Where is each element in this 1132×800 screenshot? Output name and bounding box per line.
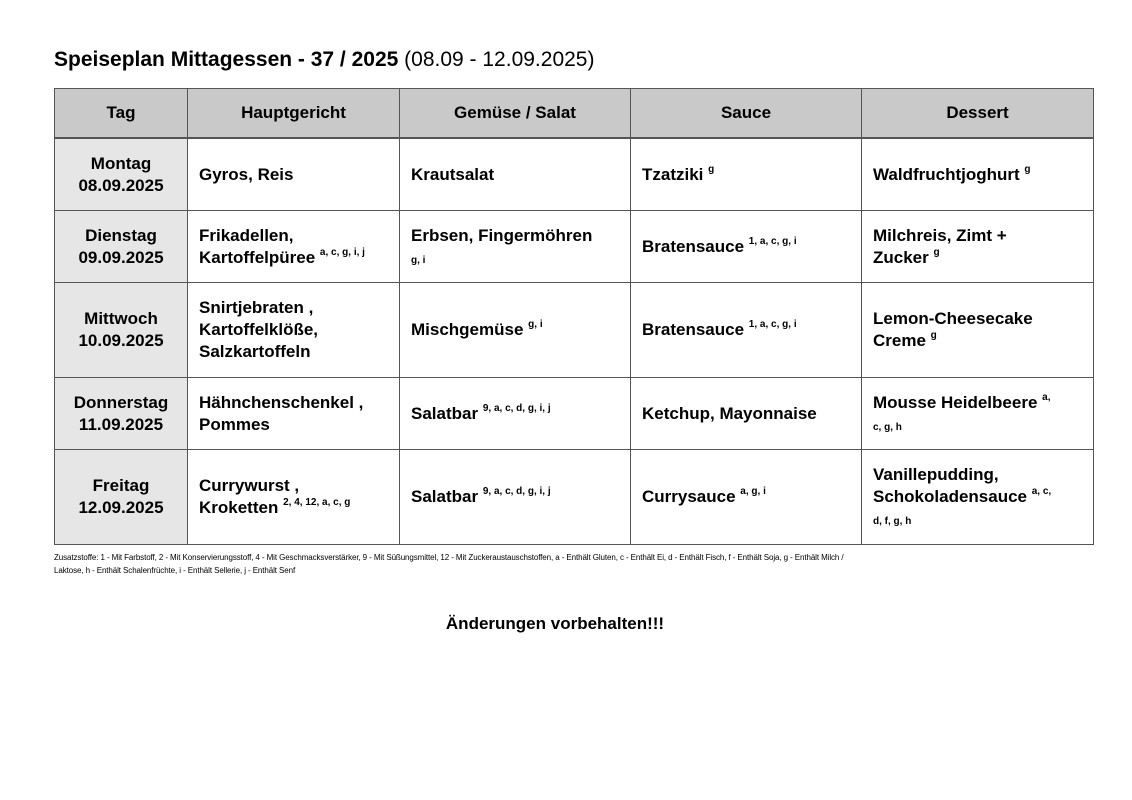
table-row bbox=[55, 378, 1094, 450]
main-dish-cell bbox=[188, 450, 400, 545]
dessert-line2: Zucker bbox=[873, 247, 929, 267]
main-dish-cell bbox=[188, 378, 400, 450]
sauce-text: Bratensauce bbox=[642, 236, 745, 256]
day-cell bbox=[55, 211, 188, 283]
allergen-codes: a, bbox=[1042, 391, 1051, 403]
sauce-text: Ketchup, Mayonnaise bbox=[642, 403, 817, 423]
sauce-cell bbox=[631, 378, 862, 450]
dessert-cell bbox=[862, 211, 1094, 283]
allergen-codes: a, g, i bbox=[740, 486, 766, 498]
veg-text: Erbsen, Fingermöhren bbox=[411, 225, 593, 245]
day-date: 10.09.2025 bbox=[78, 331, 164, 350]
main-dish-line2: Pommes bbox=[199, 414, 270, 434]
dessert-cell bbox=[862, 138, 1094, 211]
sauce-cell bbox=[631, 283, 862, 378]
allergen-codes: g, i bbox=[411, 254, 426, 266]
sauce-text: Currysauce bbox=[642, 487, 736, 506]
allergen-codes: g bbox=[1024, 163, 1031, 175]
allergen-codes: g, i bbox=[528, 319, 543, 331]
page-title bbox=[54, 48, 594, 72]
dessert-text: Waldfruchtjoghurt bbox=[873, 164, 1020, 184]
footnote-line1: Zusatzstoffe: 1 - Mit Farbstoff, 2 - Mit Konservierungsstoff, 4 - Mit Geschmacksverstärker, 9 - Mit Süßungsmittel, 12 - Mit Zuckeraustauschstoffen, a - Enthält Gluten, c - Enthält Ei, d - Enthält Fisch, f - Enthält Soja, g - Enthält Milch / bbox=[54, 553, 844, 562]
day-name: Dienstag bbox=[85, 225, 157, 245]
veg-cell bbox=[400, 138, 631, 211]
title-period: (08.09 - 12.09.2025) bbox=[404, 48, 595, 71]
dessert-line1: Milchreis, Zimt + bbox=[873, 225, 1007, 245]
dessert-line1: Vanillepudding, bbox=[873, 465, 999, 484]
allergen-codes: g bbox=[933, 246, 940, 258]
dessert-text: Mousse Heidelbeere bbox=[873, 392, 1038, 412]
table-row bbox=[55, 450, 1094, 545]
day-cell bbox=[55, 283, 188, 378]
main-dish-cell bbox=[188, 138, 400, 211]
veg-text: Mischgemüse bbox=[411, 320, 524, 339]
main-dish-line2: Kartoffelklöße, bbox=[199, 320, 319, 339]
veg-cell bbox=[400, 283, 631, 378]
allergen-codes: a, c, g, i, j bbox=[319, 246, 365, 258]
header-veg: Gemüse / Salat bbox=[400, 89, 631, 139]
veg-text: Krautsalat bbox=[411, 164, 495, 184]
dessert-cell bbox=[862, 283, 1094, 378]
veg-text: Salatbar bbox=[411, 487, 479, 506]
main-dish-line3: Salzkartoffeln bbox=[199, 342, 311, 361]
dessert-cell bbox=[862, 450, 1094, 545]
allergen-codes: 9, a, c, d, g, i, j bbox=[482, 402, 551, 414]
main-dish-line2: Kroketten bbox=[199, 498, 279, 517]
header-row bbox=[55, 89, 1094, 139]
day-name: Montag bbox=[90, 153, 152, 173]
changes-notice: Änderungen vorbehalten!!! bbox=[445, 614, 665, 633]
header-dessert: Dessert bbox=[862, 89, 1094, 139]
allergen-codes: 1, a, c, g, i bbox=[748, 319, 797, 331]
day-date: 09.09.2025 bbox=[78, 247, 164, 267]
main-dish-text: Gyros, Reis bbox=[199, 164, 294, 184]
main-dish-line2: Kartoffelpüree bbox=[199, 247, 316, 267]
main-dish-line1: Hähnchenschenkel , bbox=[199, 392, 364, 412]
day-cell bbox=[55, 138, 188, 211]
main-dish-line1: Snirtjebraten , bbox=[199, 298, 314, 317]
day-name: Donnerstag bbox=[73, 392, 169, 412]
allergen-codes: g bbox=[930, 330, 937, 342]
additives-footnote bbox=[54, 551, 1094, 577]
footnote-line2: Laktose, h - Enthält Schalenfrüchte, i - Enthält Sellerie, j - Enthält Senf bbox=[54, 566, 296, 575]
table-row bbox=[55, 138, 1094, 211]
allergen-codes: 2, 4, 12, a, c, g bbox=[283, 497, 351, 509]
day-cell bbox=[55, 378, 188, 450]
dessert-cell bbox=[862, 378, 1094, 450]
veg-cell bbox=[400, 450, 631, 545]
veg-cell bbox=[400, 378, 631, 450]
header-day: Tag bbox=[55, 89, 188, 139]
menu-table bbox=[54, 88, 1094, 545]
day-date: 11.09.2025 bbox=[78, 414, 164, 434]
header-sauce: Sauce bbox=[631, 89, 862, 139]
header-main: Hauptgericht bbox=[188, 89, 400, 139]
day-name: Mittwoch bbox=[84, 309, 158, 328]
allergen-codes-cont: c, g, h bbox=[873, 421, 902, 433]
table-row bbox=[55, 283, 1094, 378]
day-date: 08.09.2025 bbox=[78, 175, 164, 195]
sauce-cell bbox=[631, 211, 862, 283]
dessert-line1: Lemon-Cheesecake bbox=[873, 309, 1033, 328]
main-dish-cell bbox=[188, 283, 400, 378]
day-name: Freitag bbox=[92, 476, 150, 495]
sauce-cell bbox=[631, 138, 862, 211]
main-dish-line1: Currywurst , bbox=[199, 476, 300, 495]
veg-text: Salatbar bbox=[411, 403, 479, 423]
sauce-text: Bratensauce bbox=[642, 320, 745, 339]
allergen-codes: g bbox=[708, 163, 715, 175]
table-row bbox=[55, 211, 1094, 283]
main-dish-cell bbox=[188, 211, 400, 283]
allergen-codes: 1, a, c, g, i bbox=[748, 235, 797, 247]
allergen-codes: a, c, bbox=[1031, 486, 1052, 498]
day-cell bbox=[55, 450, 188, 545]
allergen-codes-cont: d, f, g, h bbox=[873, 516, 912, 527]
allergen-codes: 9, a, c, d, g, i, j bbox=[482, 486, 551, 498]
dessert-line2: Creme bbox=[873, 331, 926, 350]
title-main: Speiseplan Mittagessen - 37 / 2025 bbox=[54, 48, 399, 71]
sauce-text: Tzatziki bbox=[642, 164, 704, 184]
veg-cell bbox=[400, 211, 631, 283]
main-dish-line1: Frikadellen, bbox=[199, 225, 294, 245]
sauce-cell bbox=[631, 450, 862, 545]
day-date: 12.09.2025 bbox=[78, 498, 164, 517]
dessert-line2: Schokoladensauce bbox=[873, 487, 1028, 506]
